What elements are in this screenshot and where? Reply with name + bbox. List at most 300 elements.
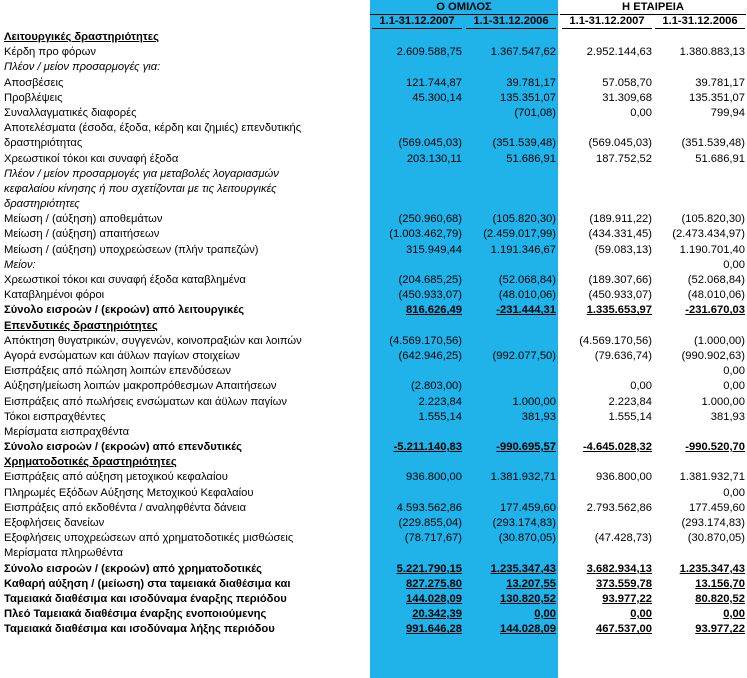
cell-value: (1.003.462,79) xyxy=(389,228,462,241)
company-2007-value xyxy=(560,592,652,607)
company-2006-value xyxy=(653,334,745,349)
cell-value: 80.820,52 xyxy=(695,592,745,605)
cell-value: 0,00 xyxy=(630,380,652,393)
cell-value: 31.309,68 xyxy=(602,91,652,104)
cell-value: (78.717,67) xyxy=(404,532,462,545)
cell-value: -990.695,57 xyxy=(496,441,556,454)
company-2007-value xyxy=(560,136,652,151)
table-row xyxy=(0,106,747,121)
company-2006-value xyxy=(653,258,745,273)
cell-value: 121.744,87 xyxy=(406,76,462,89)
row-label: Μείωση / (αύξηση) αποθεμάτων xyxy=(4,213,163,226)
cell-value: 45.300,14 xyxy=(412,91,462,104)
company-header: Η ΕΤΑΙΡΕΙΑ xyxy=(560,1,746,15)
table-row xyxy=(0,273,747,288)
company-2006-value xyxy=(653,379,745,394)
row-label: Σύνολο εισροών / (εκροών) από επενδυτικές xyxy=(4,441,242,454)
cell-value: 93.977,22 xyxy=(602,592,652,605)
table-row xyxy=(0,212,747,227)
group-2007-value xyxy=(370,152,462,167)
company-2006-value xyxy=(653,516,745,531)
row-label: Μείον: xyxy=(4,258,36,271)
cell-value: 1.235.347,43 xyxy=(490,562,556,575)
table-row xyxy=(0,516,747,531)
cell-value: 0,00 xyxy=(630,106,652,119)
table-row xyxy=(0,379,747,394)
group-2007-value xyxy=(370,243,462,258)
row-label: Εξοφλήσεις υποχρεώσεων από χρηματοδοτικές μισθώσεις xyxy=(4,532,294,545)
cell-value: (105.820,30) xyxy=(681,213,745,226)
cell-value: 3.682.934,13 xyxy=(586,562,652,575)
company-2006-value xyxy=(653,531,745,546)
row-label: Επενδυτικές δραστηριότητες xyxy=(4,319,158,332)
row-label: Αγορά ενσώματων και άϋλων παγίων στοιχείων xyxy=(4,349,240,362)
cell-value: (1.000,00) xyxy=(694,334,745,347)
company-2006-value xyxy=(653,227,745,242)
row-label: Αύξηση/μείωση λοιπών μακροπρόθεσμων Απαιτήσεων xyxy=(4,380,277,393)
cell-value: 2.952.144,63 xyxy=(586,46,652,59)
cell-value: 1.000,00 xyxy=(512,395,556,408)
group-2006-value xyxy=(464,470,556,485)
group-2006-value xyxy=(464,136,556,151)
cell-value: 1.235.347,43 xyxy=(679,562,745,575)
cell-value: 135.351,07 xyxy=(500,91,556,104)
cell-value: 203.130,11 xyxy=(406,152,462,165)
group-2006-value xyxy=(464,45,556,60)
cell-value: (52.068,84) xyxy=(687,274,745,286)
company-2006-value xyxy=(653,470,745,485)
group-2007-value xyxy=(370,440,462,455)
company-2007-value xyxy=(560,227,652,242)
cell-value: (48.010,06) xyxy=(687,289,745,302)
table-row xyxy=(0,136,747,151)
table-row xyxy=(0,395,747,410)
cell-value: (351.539,48) xyxy=(492,137,556,150)
group-2006-value xyxy=(464,212,556,227)
group-2006-value xyxy=(464,76,556,91)
cell-value: 2.223,84 xyxy=(418,395,462,408)
company-2006-value xyxy=(653,395,745,410)
company-2007-value xyxy=(560,531,652,546)
company-2007-value xyxy=(560,577,652,592)
cell-value: 4.593.562,86 xyxy=(396,501,462,514)
total-row xyxy=(0,607,747,622)
group-2006-value xyxy=(464,607,556,622)
cell-value: 991.646,28 xyxy=(406,623,462,636)
cell-value: (189.307,66) xyxy=(588,274,652,286)
group-2007-value xyxy=(370,227,462,242)
table-row xyxy=(0,152,747,167)
row-label: Χρεωστικοί τόκοι και συναφή έξοδα καταβλημένα xyxy=(4,274,246,286)
group-2007-value xyxy=(370,273,462,288)
cell-value: (2.473.434,97) xyxy=(672,228,745,241)
company-2007-value xyxy=(560,76,652,91)
company-2006-value xyxy=(653,152,745,167)
row-label: Καταβλημένοι φόροι xyxy=(4,289,105,302)
cell-value: 936.800,00 xyxy=(596,471,652,484)
row-label: Πλέον / μείον προσαρμογές για: xyxy=(4,61,161,74)
cell-value: 315.949,44 xyxy=(406,243,462,256)
cell-value: (990.902,63) xyxy=(681,349,745,362)
cell-value: 187.752,52 xyxy=(596,152,652,165)
table-row xyxy=(0,425,747,440)
cell-value: 1.000,00 xyxy=(701,395,745,408)
company-2007-value xyxy=(560,273,652,288)
group-2006-value xyxy=(464,227,556,242)
cell-value: 13.207,55 xyxy=(506,577,556,590)
cell-value: (48.010,06) xyxy=(498,289,556,302)
row-label: δραστηριότητες xyxy=(4,198,80,211)
cell-value: 0,00 xyxy=(723,486,745,499)
table-row xyxy=(0,76,747,91)
group-2006-value xyxy=(464,562,556,577)
company-2007-value xyxy=(560,212,652,227)
cell-value: 135.351,07 xyxy=(689,91,745,104)
company-2006-value xyxy=(653,440,745,455)
cell-value: (189.911,22) xyxy=(589,213,652,226)
row-label: Χρεωστικοί τόκοι και συναφή έξοδα xyxy=(4,152,179,165)
section-heading-row xyxy=(0,30,747,45)
cell-value: -4.645.028,32 xyxy=(582,441,652,454)
company-2006-value xyxy=(653,622,745,637)
company-2006-value xyxy=(653,212,745,227)
group-2006-value xyxy=(464,622,556,637)
table-row xyxy=(0,288,747,303)
cell-value: 827.275,80 xyxy=(406,577,462,590)
cell-value: 0,00 xyxy=(723,380,745,393)
table-row xyxy=(0,334,747,349)
statement-rows xyxy=(0,30,747,638)
cell-value: (4.569.170,56) xyxy=(389,334,462,347)
company-2006-value xyxy=(653,91,745,106)
row-label: Μερίσματα πληρωθέντα xyxy=(4,547,123,560)
table-row xyxy=(0,531,747,546)
company-2007-value xyxy=(560,607,652,622)
company-2007-value xyxy=(560,470,652,485)
table-row xyxy=(0,167,747,182)
table-row xyxy=(0,227,747,242)
cell-value: (79.636,74) xyxy=(594,349,652,362)
cell-value: 373.559,78 xyxy=(596,577,652,590)
group-2007-value xyxy=(370,501,462,516)
company-2007-value xyxy=(560,349,652,364)
group-2007-value xyxy=(370,531,462,546)
group-2007-value xyxy=(370,622,462,637)
period-header-group-2006: 1.1-31.12.2006 xyxy=(466,15,556,29)
cell-value: 1.555,14 xyxy=(608,410,652,423)
group-2007-value xyxy=(370,136,462,151)
cell-value: (105.820,30) xyxy=(492,213,556,226)
row-label: Αποτελέσματα (έσοδα, έξοδα, κέρδη και ζημιές) επενδυτικής xyxy=(4,122,302,135)
group-2006-value xyxy=(464,106,556,121)
cell-value: 39.781,17 xyxy=(506,76,556,89)
group-2006-value xyxy=(464,501,556,516)
cell-value: 1.381.932,71 xyxy=(490,471,556,484)
row-label: Ταμειακά διαθέσιμα και ισοδύναμα έναρξης περιόδου xyxy=(4,592,287,605)
group-2007-value xyxy=(370,76,462,91)
row-label: Μερίσματα εισπραχθέντα xyxy=(4,425,130,438)
group-2006-value xyxy=(464,349,556,364)
row-label: Κέρδη προ φόρων xyxy=(4,46,96,59)
row-label: Πλεό Ταμειακά διαθέσιμα έναρξης ενοποιούμενης xyxy=(4,608,267,621)
total-row xyxy=(0,440,747,455)
cell-value: 13.156,70 xyxy=(695,577,745,590)
table-row xyxy=(0,60,747,75)
group-2007-value xyxy=(370,379,462,394)
group-2006-value xyxy=(464,531,556,546)
company-2007-value xyxy=(560,288,652,303)
cell-value: (4.569.170,56) xyxy=(579,334,652,347)
cell-value: -231.444,31 xyxy=(496,304,556,317)
group-2006-value xyxy=(464,152,556,167)
company-2006-value xyxy=(653,607,745,622)
row-label: Εισπράξεις από πώληση λοιπών επενδύσεων xyxy=(4,365,232,378)
group-2006-value xyxy=(464,577,556,592)
group-2007-value xyxy=(370,45,462,60)
group-2006-value xyxy=(464,440,556,455)
group-2007-value xyxy=(370,562,462,577)
row-label: δραστηριότητας xyxy=(4,137,83,150)
cell-value: 1.190.701,40 xyxy=(679,243,745,256)
company-2007-value xyxy=(560,303,652,318)
group-2006-value xyxy=(464,91,556,106)
cell-value: 177.459,60 xyxy=(689,501,745,514)
cell-value: (450.933,07) xyxy=(398,289,462,302)
group-2007-value xyxy=(370,212,462,227)
row-label: Ταμειακά διαθέσιμα και ισοδύναμα λήξης περιόδου xyxy=(4,623,275,636)
company-2007-value xyxy=(560,91,652,106)
group-2007-value xyxy=(370,349,462,364)
period-header-group-2007: 1.1-31.12.2007 xyxy=(372,15,462,29)
cell-value: (701,08) xyxy=(514,106,556,119)
company-2007-value xyxy=(560,440,652,455)
cell-value: 144.028,09 xyxy=(406,592,462,605)
cell-value: (992.077,50) xyxy=(492,349,556,362)
cell-value: (30.870,05) xyxy=(687,532,745,545)
cell-value: 2.793.562,86 xyxy=(586,501,652,514)
group-2006-value xyxy=(464,410,556,425)
cell-value: 2.223,84 xyxy=(608,395,652,408)
cell-value: 2.609.588,75 xyxy=(396,46,462,59)
table-row xyxy=(0,182,747,197)
company-2006-value xyxy=(653,364,745,379)
company-2007-value xyxy=(560,379,652,394)
section-heading-row xyxy=(0,319,747,334)
row-label: Αποσβέσεις xyxy=(4,76,64,89)
group-2007-value xyxy=(370,577,462,592)
total-row xyxy=(0,577,747,592)
row-label: Πληρωμές Εξόδων Αύξησης Μετοχικού Κεφαλαίου xyxy=(4,486,254,499)
cell-value: (450.933,07) xyxy=(588,289,652,302)
cell-value: (569.045,03) xyxy=(588,137,652,150)
cell-value: 816.626,49 xyxy=(406,304,462,317)
company-2006-value xyxy=(653,501,745,516)
company-2006-value xyxy=(653,410,745,425)
total-row xyxy=(0,622,747,637)
cell-value: 381,93 xyxy=(710,410,745,423)
cell-value: -231.670,03 xyxy=(685,304,745,317)
company-2007-value xyxy=(560,501,652,516)
company-2007-value xyxy=(560,152,652,167)
cell-value: (293.174,83) xyxy=(681,517,745,529)
cell-value: 177.459,60 xyxy=(500,501,556,514)
cell-value: 51.686,91 xyxy=(695,152,745,165)
group-2006-value xyxy=(464,395,556,410)
row-label: Εισπράξεις από πωλήσεις ενσώματων και άϋλων παγίων xyxy=(4,395,287,408)
company-2006-value xyxy=(653,273,745,288)
total-row xyxy=(0,303,747,318)
group-2006-value xyxy=(464,243,556,258)
cell-value: 1.380.883,13 xyxy=(679,46,745,59)
cell-value: (229.855,04) xyxy=(398,517,462,529)
row-label: Χρηματοδοτικές δραστηριότητες xyxy=(4,456,177,469)
company-2006-value xyxy=(653,592,745,607)
group-2007-value xyxy=(370,410,462,425)
cell-value: 93.977,22 xyxy=(695,623,745,636)
group-2006-value xyxy=(464,288,556,303)
cell-value: (569.045,03) xyxy=(398,137,462,150)
company-2006-value xyxy=(653,288,745,303)
row-label: Σύνολο εισροών / (εκροών) από χρηματοδοτικές xyxy=(4,562,262,575)
group-2007-value xyxy=(370,395,462,410)
cell-value: 0,00 xyxy=(723,608,745,621)
company-2006-value xyxy=(653,243,745,258)
cell-value: 381,93 xyxy=(521,410,556,423)
cell-value: (293.174,83) xyxy=(492,517,556,529)
cell-value: 799,94 xyxy=(710,106,745,119)
cell-value: (2.459.017,99) xyxy=(483,228,556,241)
cell-value: 130.820,52 xyxy=(500,592,556,605)
company-2007-value xyxy=(560,410,652,425)
group-2006-value xyxy=(464,592,556,607)
company-2006-value xyxy=(653,303,745,318)
company-2007-value xyxy=(560,106,652,121)
row-label: Καθαρή αύξηση / (μείωση) στα ταμειακά διαθέσιμα και xyxy=(4,577,291,590)
cell-value: (351.539,48) xyxy=(681,137,745,150)
table-row xyxy=(0,410,747,425)
cell-value: 467.537,00 xyxy=(596,623,652,636)
row-label: Απόκτηση θυγατρικών, συγγενών, κοινοπραξιών και λοιπών xyxy=(4,334,302,347)
group-2007-value xyxy=(370,334,462,349)
row-label: Μείωση / (αύξηση) απαιτήσεων xyxy=(4,228,160,241)
cell-value: 1.191.346,67 xyxy=(490,243,556,256)
company-2007-value xyxy=(560,395,652,410)
row-label: κεφαλαίου κίνησης ή που σχετίζονται με τις λειτουργικές xyxy=(4,182,277,195)
group-2007-value xyxy=(370,592,462,607)
row-label: Τόκοι εισπραχθέντες xyxy=(4,410,106,423)
row-label: Συναλλαγματικές διαφορές xyxy=(4,106,137,119)
company-2006-value xyxy=(653,136,745,151)
table-row xyxy=(0,197,747,212)
company-2006-value xyxy=(653,349,745,364)
table-row xyxy=(0,501,747,516)
row-label: Εισπράξεις από εκδοθέντα / αναληφθέντα δάνεια xyxy=(4,501,247,514)
cell-value: 57.058,70 xyxy=(602,76,652,89)
cell-value: -990.520,70 xyxy=(685,441,745,454)
company-2007-value xyxy=(560,562,652,577)
company-2006-value xyxy=(653,45,745,60)
cell-value: 0,00 xyxy=(534,608,556,621)
cell-value: 1.367.547,62 xyxy=(490,46,556,59)
group-2007-value xyxy=(370,607,462,622)
cell-value: (2.803,00) xyxy=(411,380,462,393)
group-2007-value xyxy=(370,303,462,318)
cell-value: (434.331,45) xyxy=(588,228,652,241)
cell-value: (250.960,68) xyxy=(398,213,462,226)
cell-value: (204.685,25) xyxy=(398,274,462,286)
group-header: Ο ΟΜΙΛΟΣ xyxy=(370,1,558,15)
company-2007-value xyxy=(560,243,652,258)
cell-value: (47.428,73) xyxy=(594,532,652,545)
row-label: Σύνολο εισροών / (εκροών) από λειτουργικές xyxy=(4,304,245,317)
group-2006-value xyxy=(464,516,556,531)
cell-value: 39.781,17 xyxy=(695,76,745,89)
company-2007-value xyxy=(560,334,652,349)
total-row xyxy=(0,592,747,607)
table-row xyxy=(0,243,747,258)
cell-value: 936.800,00 xyxy=(406,471,462,484)
table-row xyxy=(0,45,747,60)
table-row xyxy=(0,349,747,364)
cell-value: -5.211.140,83 xyxy=(393,441,462,454)
company-2006-value xyxy=(653,76,745,91)
table-row xyxy=(0,91,747,106)
group-2007-value xyxy=(370,288,462,303)
table-row xyxy=(0,546,747,561)
cell-value: (52.068,84) xyxy=(498,274,556,286)
table-row xyxy=(0,470,747,485)
cell-value: 0,00 xyxy=(630,608,652,621)
cell-value: (59.083,13) xyxy=(594,243,652,256)
table-row xyxy=(0,364,747,379)
group-2006-value xyxy=(464,273,556,288)
row-label: Μείωση / (αύξηση) υποχρεώσεων (πλήν τραπεζών) xyxy=(4,243,259,256)
cell-value: 0,00 xyxy=(723,365,745,378)
group-2007-value xyxy=(370,470,462,485)
row-label: Εισπράξεις από αύξηση μετοχικού κεφαλαίου xyxy=(4,471,228,484)
row-label: Πλέον / μείον προσαρμογές για μεταβολές λογαριασμών xyxy=(4,167,279,180)
cell-value: 144.028,09 xyxy=(500,623,556,636)
cell-value: 5.221.790,15 xyxy=(396,562,462,575)
group-2006-value xyxy=(464,303,556,318)
cell-value: (642.946,25) xyxy=(398,349,462,362)
company-2006-value xyxy=(653,577,745,592)
cell-value: 1.381.932,71 xyxy=(679,471,745,484)
cell-value: 20.342,39 xyxy=(412,608,462,621)
table-row xyxy=(0,121,747,136)
row-label: Εξοφλήσεις δανείων xyxy=(4,517,105,529)
company-2007-value xyxy=(560,622,652,637)
row-label: Προβλέψεις xyxy=(4,91,63,104)
table-row xyxy=(0,486,747,501)
company-2007-value xyxy=(560,45,652,60)
cell-value: (30.870,05) xyxy=(498,532,556,545)
cell-value: 0,00 xyxy=(723,258,745,271)
row-label: Λειτουργικές δραστηριότητες xyxy=(4,31,159,43)
period-header-company-2007: 1.1-31.12.2007 xyxy=(562,15,652,29)
group-2007-value xyxy=(370,91,462,106)
group-2007-value xyxy=(370,516,462,531)
period-header-company-2006: 1.1-31.12.2006 xyxy=(655,15,745,29)
cell-value: 51.686,91 xyxy=(506,152,556,165)
total-row xyxy=(0,562,747,577)
company-2006-value xyxy=(653,562,745,577)
company-2006-value xyxy=(653,486,745,501)
section-heading-row xyxy=(0,455,747,470)
company-2006-value xyxy=(653,106,745,121)
table-row xyxy=(0,258,747,273)
cell-value: 1.335.653,97 xyxy=(586,304,652,317)
